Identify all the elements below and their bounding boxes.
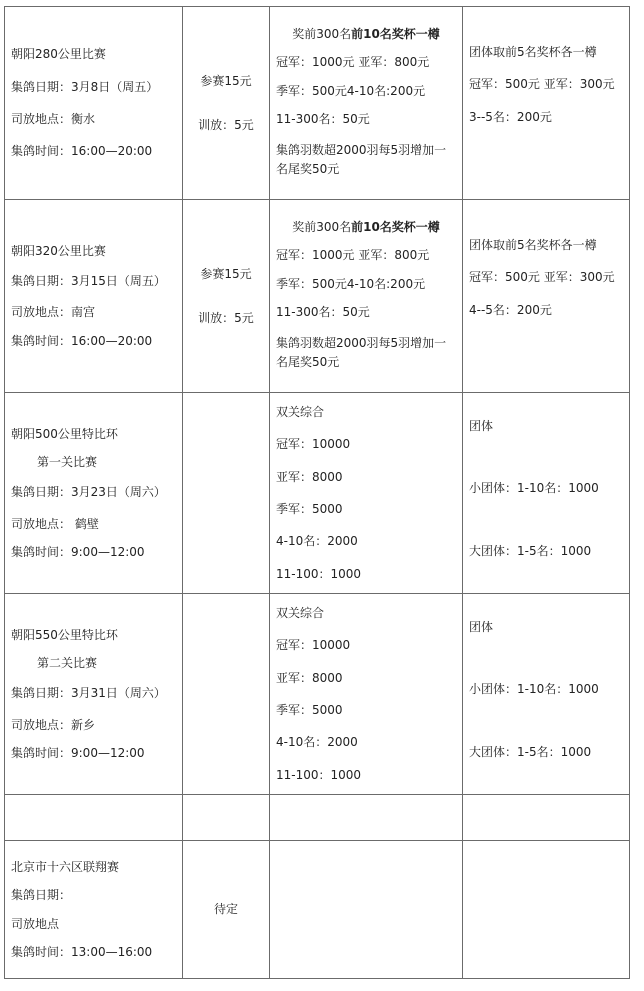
fee-cell: [183, 393, 270, 594]
release-location: 司放地点：衡水: [11, 112, 96, 126]
prize-line: 季军：5000: [276, 502, 343, 516]
prize-header-text: 奖前300名: [292, 220, 352, 235]
team-line: 3--5名：200元: [469, 109, 552, 124]
table-row: [5, 841, 630, 979]
prize-header-bold: 前10名奖杯一樽: [351, 27, 440, 42]
prize-line: 11-300名：50元: [276, 112, 370, 127]
training-fee: 训放：5元: [198, 311, 254, 325]
release-location: 司放地点： 鹤壁: [11, 516, 99, 531]
team-line: 团体: [469, 620, 494, 634]
prize-cell: [270, 393, 463, 594]
fee-cell: [183, 841, 270, 979]
table-row: [5, 594, 630, 795]
prize-line: 双关综合: [276, 404, 325, 419]
fee-tbd: 待定: [213, 902, 238, 917]
prize-line: 11-100：1000: [276, 566, 362, 581]
team-line: 冠军：500元 亚军：300元: [469, 77, 615, 92]
prize-cell: [270, 594, 463, 795]
table-row: [5, 795, 630, 841]
team-line: 4--5名：200元: [469, 302, 552, 317]
collect-time: 集鸽时间：16:00—20:00: [11, 144, 153, 159]
team-line: 团体: [469, 419, 494, 433]
team-prize-cell: [463, 594, 630, 795]
prize-header-bold: 前10名奖杯一樽: [351, 220, 440, 235]
race-stage: 第二关比赛: [37, 656, 98, 671]
prize-line: 双关综合: [276, 605, 325, 620]
release-location: 司放地点：新乡: [11, 717, 96, 732]
race-info-cell: [5, 7, 183, 200]
prize-line: 亚军：8000: [276, 469, 343, 484]
race-title: 朝阳550公里特比环: [11, 627, 118, 642]
prize-line: 11-300名：50元: [276, 305, 370, 320]
collect-time: 集鸽时间：13:00—16:00: [11, 944, 153, 959]
prize-cell: [270, 200, 463, 393]
collect-date: 集鸽日期：3月23日（周六）: [11, 485, 166, 500]
race-info-cell: [5, 594, 183, 795]
collect-time: 集鸽时间：16:00—20:00: [11, 333, 153, 348]
race-title: 朝阳280公里比赛: [11, 47, 106, 62]
prize-line: 4-10名：2000: [276, 534, 358, 549]
team-prize-cell: [463, 7, 630, 200]
empty-cell: [270, 841, 463, 979]
prize-line: 4-10名：2000: [276, 735, 358, 750]
prize-line: 亚军：8000: [276, 670, 343, 685]
fee-cell: [183, 594, 270, 795]
empty-cell: [463, 841, 630, 979]
race-info-cell: [5, 200, 183, 393]
race-info-cell: [5, 841, 183, 979]
race-info-cell: [5, 393, 183, 594]
prize-line: 集鸽羽数超2000羽每5羽增加一名尾奖50元: [276, 142, 447, 176]
empty-cell: [183, 795, 270, 841]
team-line: 大团体：1-5名：1000: [469, 744, 592, 759]
team-prize-cell: [463, 200, 630, 393]
race-title: 朝阳500公里特比环: [11, 426, 118, 441]
prize-line: 季军：5000: [276, 703, 343, 717]
collect-date: 集鸽日期：3月15日（周五）: [11, 274, 166, 289]
prize-line: 冠军：10000: [276, 437, 351, 452]
prize-header: [276, 220, 456, 234]
table-row: [5, 200, 630, 393]
fee-cell: [183, 7, 270, 200]
prize-line: 季军：500元4-10名:200元: [276, 276, 426, 291]
empty-cell: [5, 795, 183, 841]
race-title: 北京市十六区联翔赛: [11, 859, 120, 874]
team-line: 大团体：1-5名：1000: [469, 543, 592, 558]
release-location: 司放地点：南宫: [11, 305, 96, 320]
release-location: 司放地点: [11, 916, 60, 931]
prize-header: [276, 27, 456, 41]
race-schedule-table: [4, 6, 630, 979]
prize-cell: [270, 7, 463, 200]
prize-line: 集鸽羽数超2000羽每5羽增加一名尾奖50元: [276, 335, 447, 369]
prize-line: 冠军：1000元 亚军：800元: [276, 55, 430, 70]
collect-time: 集鸽时间：9:00—12:00: [11, 745, 145, 760]
empty-cell: [270, 795, 463, 841]
prize-line: 11-100：1000: [276, 767, 362, 782]
prize-line: 季军：500元4-10名:200元: [276, 83, 426, 98]
race-stage: 第一关比赛: [37, 455, 98, 470]
collect-date: 集鸽日期：3月31日（周六）: [11, 686, 166, 701]
collect-date: 集鸽日期：: [11, 888, 72, 903]
prize-line: 冠军：10000: [276, 638, 351, 653]
empty-cell: [463, 795, 630, 841]
team-line: 冠军：500元 亚军：300元: [469, 270, 615, 285]
team-prize-cell: [463, 393, 630, 594]
race-title: 朝阳320公里比赛: [11, 243, 106, 258]
prize-line: 冠军：1000元 亚军：800元: [276, 248, 430, 263]
collect-date: 集鸽日期：3月8日（周五）: [11, 79, 159, 94]
table-row: [5, 7, 630, 200]
collect-time: 集鸽时间：9:00—12:00: [11, 544, 145, 559]
team-line: 团体取前5名奖杯各一樽: [469, 238, 597, 252]
team-line: 团体取前5名奖杯各一樽: [469, 45, 597, 59]
table-row: [5, 393, 630, 594]
training-fee: 训放：5元: [198, 118, 254, 132]
entry-fee: 参赛15元: [200, 73, 252, 88]
team-line: 小团体：1-10名：1000: [469, 682, 599, 697]
prize-header-text: 奖前300名: [292, 27, 352, 42]
entry-fee: 参赛15元: [200, 266, 252, 281]
team-line: 小团体：1-10名：1000: [469, 481, 599, 496]
fee-cell: [183, 200, 270, 393]
